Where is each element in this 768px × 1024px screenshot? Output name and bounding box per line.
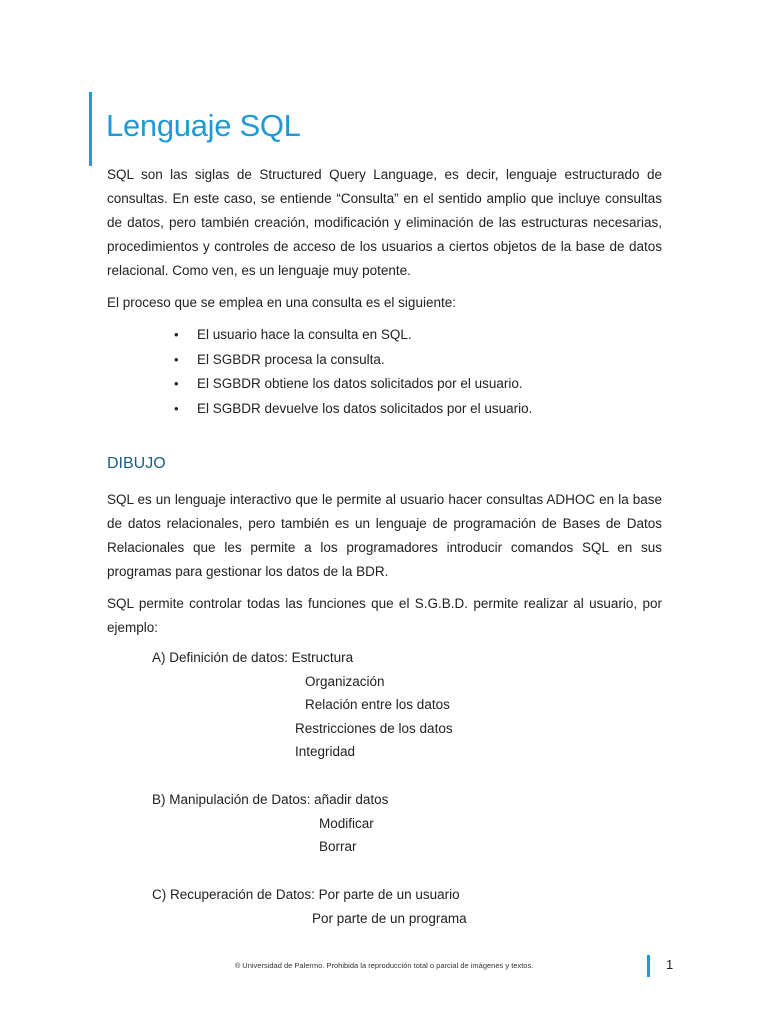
process-steps-list — [107, 323, 662, 421]
footer-copyright: ® Universidad de Palermo. Prohibida la reproducción total o parcial de imágenes y textos. — [234, 961, 534, 970]
list-item: • El usuario hace la consulta en SQL. — [107, 323, 662, 348]
bullet-icon: • — [174, 327, 179, 342]
bullet-icon: • — [174, 376, 179, 392]
process-intro: El proceso que se emplea en una consulta es el siguiente: — [107, 295, 456, 310]
intro-paragraph: SQL son las siglas de Structured Query Language, es decir, lenguaje estructurado de consultas. En este caso, se entiende “Consulta” en el sentido amplio que incluye consultas de datos, pero también creación, modificación y eliminación de las estructuras necesarias, procedimientos y controles de acceso de los usuarios a ciertos objetos de la base de datos relacional. Como ven, es un lenguaje muy potente. — [107, 167, 662, 278]
title-accent-bar — [89, 92, 92, 166]
page-title: Lenguaje SQL — [106, 108, 301, 143]
section-paragraph-2: SQL permite controlar todas las funciones que el S.G.B.D. permite realizar al usuario, por ejemplo: — [107, 596, 662, 635]
function-a-item: Integridad — [295, 744, 356, 759]
section-heading: DIBUJO — [107, 455, 166, 472]
function-c-item: Por parte de un programa — [312, 911, 467, 926]
function-a-item: Organización — [305, 674, 385, 689]
bullet-icon: • — [174, 351, 179, 367]
function-b-item: Borrar — [319, 839, 357, 854]
function-a-lead: A) Definición de datos: Estructura — [152, 650, 354, 665]
footer-accent-bar — [647, 955, 650, 977]
section-paragraph-1: SQL es un lenguaje interactivo que le permite al usuario hacer consultas ADHOC en la base de datos relacionales, pero también es un lenguaje de programación de Bases de Datos Relacionales que les permite a los programadores introducir comandos SQL en sus programas para gestionar los datos de la BDR. — [107, 492, 662, 579]
bullet-icon: • — [174, 400, 179, 416]
page-number: 1 — [666, 957, 674, 972]
function-a-item: Restricciones de los datos — [295, 721, 453, 736]
list-item: • El SGBDR obtiene los datos solicitados por el usuario. — [107, 372, 662, 397]
function-b-lead: B) Manipulación de Datos: añadir datos — [152, 792, 389, 807]
function-b-item: Modificar — [319, 816, 374, 831]
function-c-lead: C) Recuperación de Datos: Por parte de un usuario — [152, 887, 460, 902]
list-item: • El SGBDR procesa la consulta. — [107, 348, 662, 373]
list-item: • El SGBDR devuelve los datos solicitados por el usuario. — [107, 397, 662, 422]
function-a-item: Relación entre los datos — [305, 697, 450, 712]
